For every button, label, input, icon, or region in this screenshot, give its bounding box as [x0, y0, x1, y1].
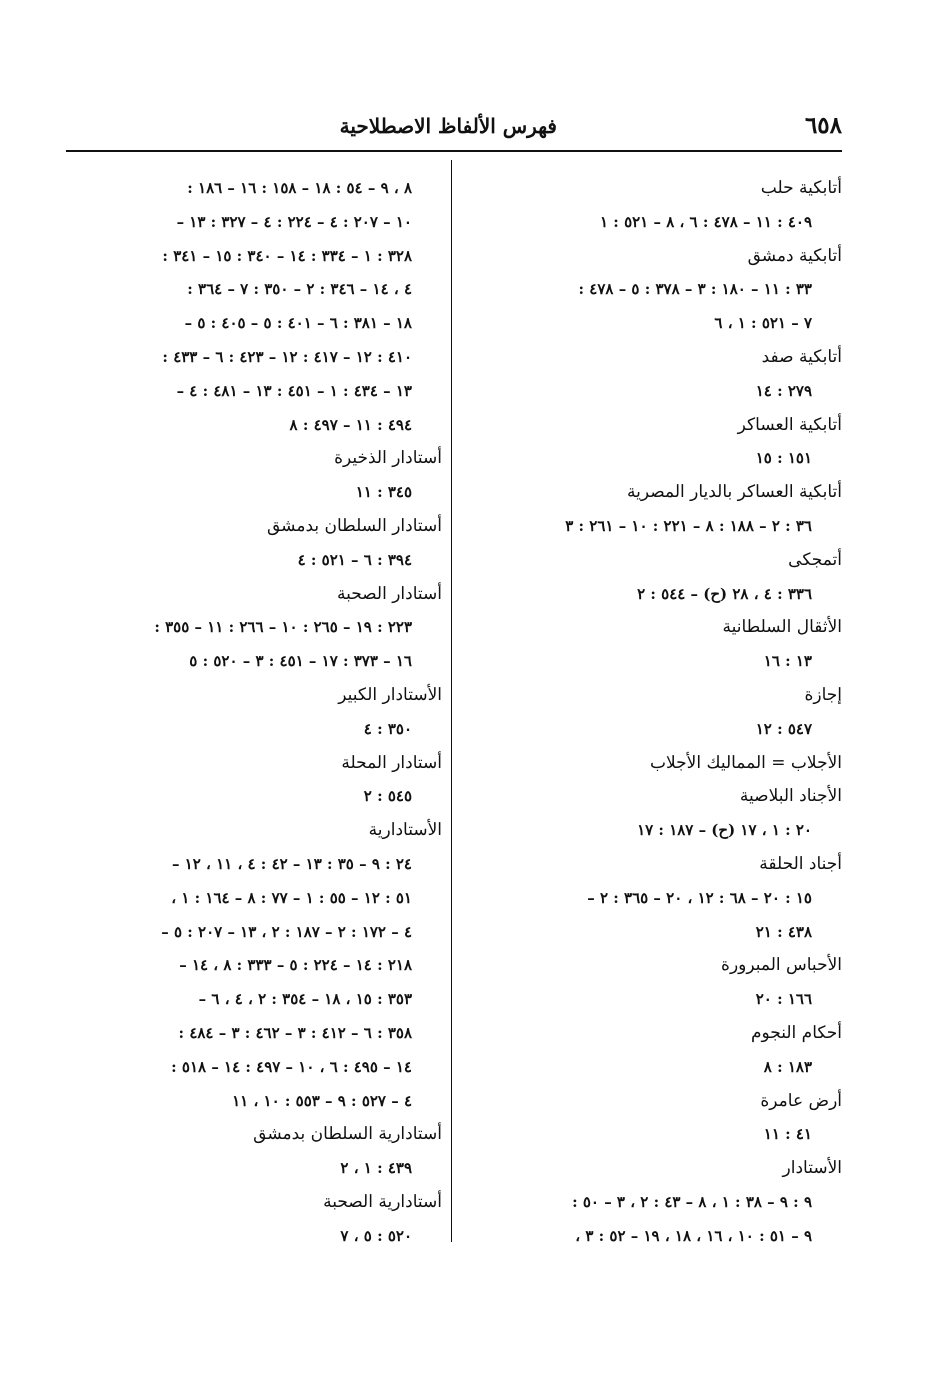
- index-page-references: ٢٢٣ : ١٩ – ٢٦٥ : ١٠ – ٢٦٦ : ١١ – ٣٥٥ :: [154, 618, 412, 637]
- index-entry-term: أتمجكى: [788, 549, 842, 570]
- index-page-references: ٤١ : ١١: [763, 1125, 812, 1144]
- index-page-references: ٣٥٨ : ٦ – ٤١٢ : ٣ – ٤٦٢ : ٣ – ٤٨٤ :: [178, 1023, 412, 1042]
- index-entry-term: أتابكية حلب: [760, 178, 842, 198]
- right-column: [462, 172, 842, 1254]
- page-number: ٦٥٨: [804, 112, 842, 139]
- index-page-references: ٣٩٤ : ٦ – ٥٢١ : ٤: [297, 550, 412, 569]
- index-entry-term: أتابكية صفد: [761, 346, 842, 367]
- index-page-references: ٤ – ٥٢٧ : ٩ – ٥٥٣ : ١٠ ، ١١: [232, 1091, 412, 1110]
- index-entry-term: الأجلاب = المماليك الأجلاب: [650, 752, 842, 773]
- index-page-references: ٥٢٠ : ٥ ، ٧: [340, 1226, 412, 1245]
- index-page-references: ١٠ – ٢٠٧ : ٤ – ٢٢٤ : ٤ – ٣٢٧ : ١٣ –: [176, 212, 412, 231]
- index-entry-term: الأجناد البلاصية: [739, 786, 842, 807]
- index-page-references: ١٥١ : ١٥: [755, 449, 812, 468]
- index-entry-term: أستادار السلطان بدمشق: [267, 515, 442, 536]
- index-entry-term: أتابكية العساكر بالديار المصرية: [627, 482, 842, 503]
- index-page-references: ٣٤٥ : ١١: [355, 483, 412, 502]
- index-page-references: ٣٣ : ١١ – ١٨٠ : ٣ – ٣٧٨ : ٥ – ٤٧٨ :: [578, 280, 812, 299]
- index-entry-term: أجناد الحلقة: [759, 853, 842, 874]
- index-page-references: ٣٢٨ : ١ – ٣٣٤ : ١٤ – ٣٤٠ : ١٥ – ٣٤١ :: [162, 246, 412, 265]
- index-entry-term: أتابكية دمشق: [747, 245, 842, 266]
- index-entry-term: أستادارية الصحبة: [323, 1191, 442, 1212]
- left-column: [68, 172, 442, 1254]
- index-page-references: ٢٧٩ : ١٤: [755, 381, 812, 400]
- index-page-references: ٤ ، ١٤ – ٣٤٦ : ٢ – ٣٥٠ : ٧ – ٣٦٤ :: [187, 280, 412, 299]
- index-entry-term: الأثقال السلطانية: [722, 617, 842, 638]
- index-entry-term: أستادار الذخيرة: [334, 448, 442, 469]
- index-page-references: ١٦٦ : ٢٠: [755, 990, 812, 1009]
- index-page-references: ٧ – ٥٢١ : ١ ، ٦: [714, 314, 812, 333]
- index-page-references: ٩ – ٥١ : ١٠ ، ١٦ ، ١٨ ، ١٩ – ٥٢ : ٣ ،: [575, 1226, 812, 1245]
- index-page-references: ٤ – ١٧٢ : ٢ – ١٨٧ : ٢ ، ١٣ – ٢٠٧ : ٥ –: [161, 922, 412, 941]
- index-page-references: ٣٥٣ : ١٥ ، ١٨ – ٣٥٤ : ٢ ، ٤ ، ٦ –: [198, 990, 412, 1009]
- index-entry-term: أتابكية العساكر: [737, 414, 842, 435]
- index-page-references: ٤١٠ : ١٢ – ٤١٧ : ١٢ – ٤٢٣ : ٦ – ٤٣٣ :: [162, 347, 412, 366]
- index-page-references: ٥٤٧ : ١٢: [755, 719, 812, 738]
- index-page-references: ١٥ : ٢٠ – ٦٨ : ١٢ ، ٢٠ – ٣٦٥ : ٢ –: [587, 888, 812, 907]
- page-header: [66, 110, 842, 146]
- index-page-references: ٤٣٩ : ١ ، ٢: [340, 1159, 412, 1178]
- index-page-references: ٤٣٨ : ٢١: [755, 922, 812, 941]
- index-entry-term: الأستادارية: [368, 820, 442, 841]
- index-page-references: ٢٠ : ١ ، ١٧ (ح) – ١٨٧ : ١٧: [637, 821, 812, 840]
- index-page-references: ٣٣٦ : ٤ ، ٢٨ (ح) – ٥٤٤ : ٢: [637, 584, 812, 603]
- index-page-references: ٩ : ٩ – ٣٨ : ١ ، ٨ – ٤٣ : ٢ ، ٣ – ٥٠ :: [572, 1192, 812, 1211]
- column-divider: [451, 160, 452, 1242]
- index-entry-term: الأستادار الكبير: [338, 684, 442, 705]
- index-page-references: ٥٤٥ : ٢: [363, 787, 412, 806]
- index-page-references: ٣٥٠ : ٤: [363, 719, 412, 738]
- page-title: فهرس الألفاظ الاصطلاحية: [339, 114, 557, 138]
- index-page-references: ١٨ – ٣٨١ : ٦ – ٤٠١ : ٥ – ٤٠٥ : ٥ –: [184, 314, 412, 333]
- index-page-references: ١٣ – ٤٣٤ : ١ – ٤٥١ : ١٣ – ٤٨١ : ٤ –: [176, 381, 412, 400]
- index-entry-term: أرض عامرة: [760, 1090, 842, 1111]
- index-entry-term: أستادار المحلة: [341, 752, 442, 773]
- index-entry-term: أحكام النجوم: [750, 1022, 842, 1043]
- index-entry-term: الأستادار: [782, 1158, 842, 1179]
- index-page-references: ١٤ – ٤٩٥ : ٦ ، ١٠ – ٤٩٧ : ١٤ – ٥١٨ :: [171, 1057, 412, 1076]
- index-page-references: ٢٤ : ٩ – ٣٥ : ١٣ – ٤٢ : ٤ ، ١١ ، ١٢ –: [171, 854, 412, 873]
- index-entry-term: أستادارية السلطان بدمشق: [253, 1124, 442, 1145]
- index-page-references: ٤٩٤ : ١١ – ٤٩٧ : ٨: [289, 415, 412, 434]
- index-page-references: ٥١ : ١٢ – ٥٥ : ١ – ٧٧ : ٨ – ١٦٤ : ١ ،: [171, 888, 412, 907]
- index-page-references: ١٨٣ : ٨: [763, 1057, 812, 1076]
- index-entry-term: إجازة: [804, 684, 842, 705]
- index-entry-term: أستادار الصحبة: [336, 583, 442, 604]
- index-entry-term: الأحباس المبرورة: [721, 955, 842, 976]
- header-rule: [66, 150, 842, 152]
- index-page-references: ١٦ – ٣٧٣ : ١٧ – ٤٥١ : ٣ – ٥٢٠ : ٥: [189, 652, 412, 671]
- index-page-references: ١٣ : ١٦: [763, 652, 812, 671]
- index-page-references: ٣٦ : ٢ – ١٨٨ : ٨ – ٢٢١ : ١٠ – ٢٦١ : ٣: [565, 516, 812, 535]
- index-page-references: ٨ ، ٩ – ٥٤ : ١٨ – ١٥٨ : ١٦ – ١٨٦ :: [187, 179, 412, 197]
- index-page-references: ٢١٨ : ١٤ – ٢٢٤ : ٥ – ٣٣٣ : ٨ ، ١٤ –: [179, 956, 412, 975]
- index-page-references: ٤٠٩ : ١١ – ٤٧٨ : ٦ ، ٨ – ٥٢١ : ١: [600, 212, 812, 231]
